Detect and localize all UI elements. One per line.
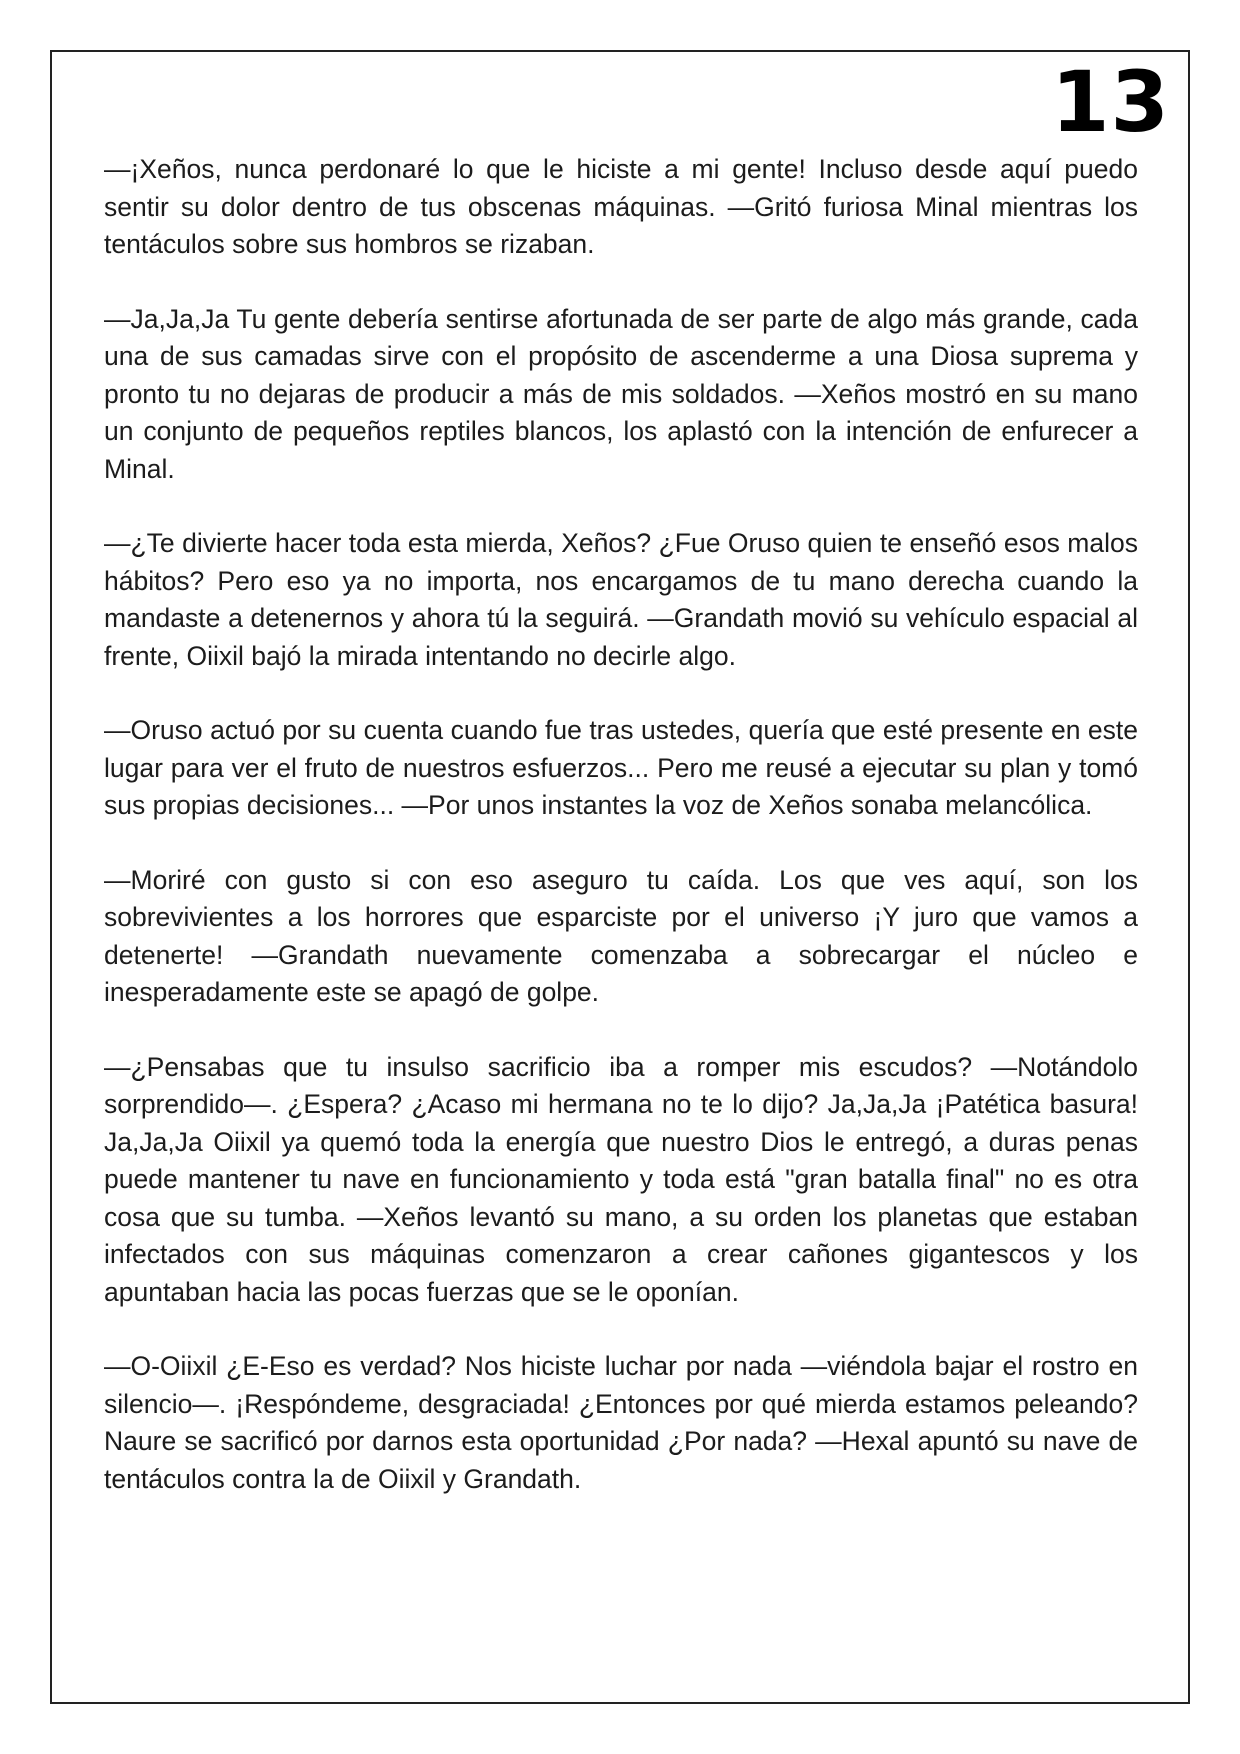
paragraph: —Moriré con gusto si con eso aseguro tu caída. Los que ves aquí, son los sobrevivientes a los horrores que esparciste por el universo ¡Y juro que vamos a detenerte! —Grandath nuevamente comenzaba a sobrecargar el núcleo e inesperadamente este se apagó de golpe. (104, 864, 1138, 1007)
paragraph: —Ja,Ja,Ja Tu gente debería sentirse afortunada de ser parte de algo más grande, cada una de sus camadas sirve con el propósito de ascenderme a una Diosa suprema y pronto tu no dejaras de producir a más de mis soldados. —Xeños mostró en su mano un conjunto de pequeños reptiles blancos, los aplastó con la intención de enfurecer a Minal. (104, 303, 1138, 484)
page-number: 13 (1051, 53, 1170, 151)
paragraph: —Oruso actuó por su cuenta cuando fue tras ustedes, quería que esté presente en este lugar para ver el fruto de nuestros esfuerzos... Pero me reusé a ejecutar su plan y tomó sus propias decisiones... —Por unos instantes la voz de Xeños sonaba melancólica. (104, 715, 1138, 820)
paragraph: —¡Xeños, nunca perdonaré lo que le hiciste a mi gente! Incluso desde aquí puedo sentir su dolor dentro de tus obscenas máquinas. —Gritó furiosa Minal mientras los tentáculos sobre sus hombros se rizaban. (104, 154, 1138, 259)
paragraph: —¿Pensabas que tu insulso sacrificio iba a romper mis escudos? —Notándolo sorprendido—. ¿Espera? ¿Acaso mi hermana no te lo dijo? Ja,Ja,Ja ¡Patética basura! Ja,Ja,Ja Oiixil ya quemó toda la energía que nuestro Dios le entregó, a duras penas puede mantener tu nave en funcionamiento y toda está "gran batalla final" no es otra cosa que su tumba. —Xeños levantó su mano, a su orden los planetas que estaban infectados con sus máquinas comenzaron a crear cañones gigantescos y los apuntaban hacia las pocas fuerzas que se le oponían. (104, 1051, 1138, 1307)
text-body (104, 151, 1138, 1535)
paragraph: —¿Te divierte hacer toda esta mierda, Xeños? ¿Fue Oruso quien te enseñó esos malos hábitos? Pero eso ya no importa, nos encargamos de tu mano derecha cuando la mandaste a detenernos y ahora tú la seguirá. —Grandath movió su vehículo espacial al frente, Oiixil bajó la mirada intentando no decirle algo. (104, 528, 1138, 671)
paragraph: —O-Oiixil ¿E-Eso es verdad? Nos hiciste luchar por nada —viéndola bajar el rostro en silencio—. ¡Respóndeme, desgraciada! ¿Entonces por qué mierda estamos peleando? Naure se sacrificó por darnos esta oportunidad ¿Por nada? —Hexal apuntó su nave de tentáculos contra la de Oiixil y Grandath. (104, 1351, 1138, 1494)
